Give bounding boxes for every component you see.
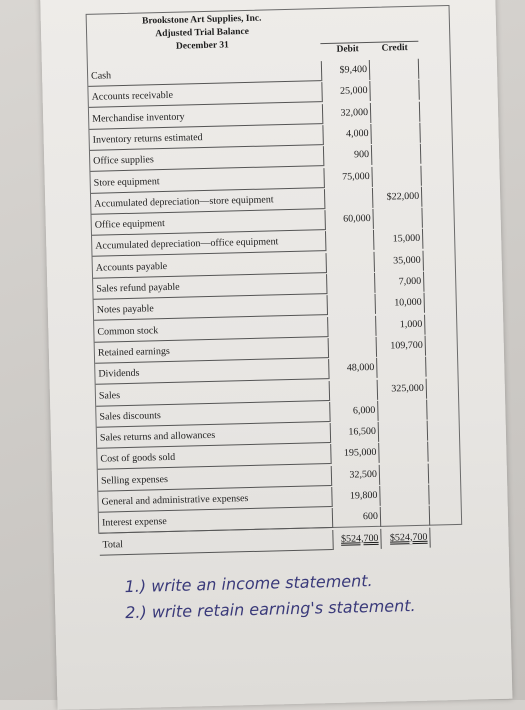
debit-amount	[326, 273, 374, 294]
credit-amount: 1,000	[375, 314, 425, 335]
account-name: Office supplies	[90, 146, 323, 172]
account-name: Sales returns and allowances	[97, 423, 330, 449]
account-name: Retained earnings	[95, 338, 328, 364]
debit-amount: 48,000	[328, 358, 376, 379]
account-name: Sales refund payable	[93, 274, 326, 300]
debit-amount: 4,000	[322, 124, 370, 145]
credit-amount	[378, 442, 428, 463]
account-name: Cost of goods sold	[97, 444, 330, 470]
debit-amount: 16,500	[330, 422, 378, 443]
debit-amount: 32,500	[331, 465, 379, 486]
debit-amount: 195,000	[330, 443, 378, 464]
account-name: Accounts payable	[93, 253, 326, 279]
credit-amount: 7,000	[374, 272, 424, 293]
credit-amount	[370, 101, 420, 122]
credit-amount: $22,000	[372, 187, 422, 208]
debit-amount	[326, 252, 374, 273]
debit-amount: $9,400	[321, 60, 369, 81]
credit-amount	[380, 506, 430, 527]
debit-amount	[328, 337, 376, 358]
account-name: Sales discounts	[96, 402, 329, 428]
account-name: Cash	[88, 61, 321, 87]
credit-amount	[378, 421, 428, 442]
account-name: Accumulated depreciation—store equipment	[91, 189, 324, 215]
account-name: Accounts receivable	[88, 82, 321, 108]
account-name: Sales	[96, 381, 329, 407]
credit-amount: 325,000	[377, 378, 427, 399]
credit-amount: 10,000	[375, 293, 425, 314]
debit-amount: 900	[323, 145, 371, 166]
credit-amount	[370, 123, 420, 144]
total-debit: $524,700	[332, 528, 380, 549]
debit-amount	[325, 230, 373, 251]
account-name: Notes payable	[94, 295, 327, 321]
account-name: Office equipment	[92, 210, 325, 236]
debit-amount	[329, 379, 377, 400]
note-income-statement: 1.) write an income statement.	[124, 571, 373, 597]
debit-amount: 6,000	[329, 401, 377, 422]
credit-amount	[379, 485, 429, 506]
credit-amount: 15,000	[373, 229, 423, 250]
account-name: General and administrative expenses	[98, 487, 331, 513]
credit-amount: 35,000	[373, 250, 423, 271]
account-name: Merchandise inventory	[89, 104, 322, 130]
total-credit: $524,700	[380, 527, 430, 548]
debit-amount: 75,000	[323, 166, 371, 187]
account-name: Interest expense	[99, 508, 332, 534]
statement-heading	[87, 11, 318, 56]
debit-amount: 25,000	[321, 81, 369, 102]
debit-amount: 19,800	[331, 486, 379, 507]
credit-column-header: Credit	[381, 43, 408, 54]
account-name: Accumulated depreciation—office equipment	[92, 231, 325, 257]
statement-title: Adjusted Trial Balance	[155, 26, 250, 40]
company-name: Brookstone Art Supplies, Inc.	[141, 13, 262, 27]
debit-amount	[327, 316, 375, 337]
handwritten-notes	[124, 565, 485, 626]
account-name: Store equipment	[90, 168, 323, 194]
debit-amount	[324, 188, 372, 209]
credit-amount	[371, 165, 421, 186]
credit-amount	[369, 59, 419, 80]
account-name: Common stock	[94, 317, 327, 343]
paper-sheet	[40, 0, 512, 710]
debit-amount: 60,000	[324, 209, 372, 230]
credit-amount	[369, 80, 419, 101]
total-label: Total	[99, 530, 332, 556]
account-name: Inventory returns estimated	[89, 125, 322, 151]
credit-amount	[371, 144, 421, 165]
credit-amount	[372, 208, 422, 229]
note-retained-earnings: 2.) write retain earning's statement.	[125, 596, 416, 623]
credit-amount: 109,700	[376, 336, 426, 357]
account-name: Selling expenses	[98, 466, 331, 492]
credit-amount	[379, 463, 429, 484]
debit-amount: 600	[332, 507, 380, 528]
statement-date: December 31	[175, 40, 229, 52]
debit-amount: 32,000	[322, 103, 370, 124]
trial-balance	[86, 5, 463, 551]
debit-amount	[327, 294, 375, 315]
credit-amount	[376, 357, 426, 378]
account-name: Dividends	[95, 359, 328, 385]
debit-column-header: Debit	[336, 44, 359, 55]
credit-amount	[377, 399, 427, 420]
